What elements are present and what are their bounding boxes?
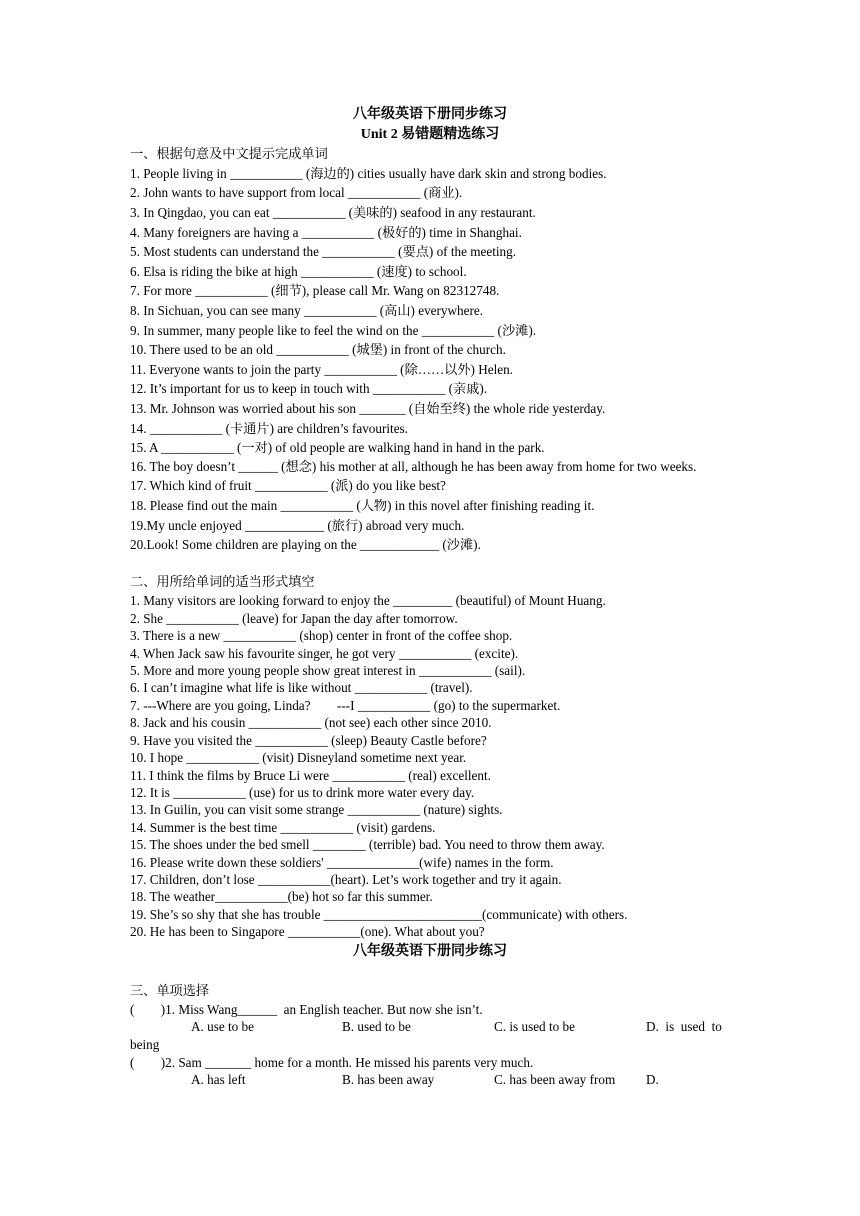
list-item: 18. Please find out the main ___________ (人物) in this novel after finishing reading it. [130,498,595,514]
list-item: 15. The shoes under the bed smell ________ (terrible) bad. You need to throw them away. [130,837,605,853]
list-item: 8. Jack and his cousin ___________ (not see) each other since 2010. [130,715,492,731]
list-item: 3. There is a new ___________ (shop) center in front of the coffee shop. [130,628,513,644]
option-d: D. is used to [646,1019,722,1035]
list-item: 16. Please write down these soldiers' ______________(wife) names in the form. [130,854,554,870]
list-item: 19.My uncle enjoyed ____________ (旅行) abroad very much. [130,517,465,533]
list-item: 2. John wants to have support from local ___________ (商业). [130,185,463,201]
list-item: 1. People living in ___________ (海边的) cities usually have dark skin and strong bodies. [130,165,607,181]
list-item: 20. He has been to Singapore ___________(one). What about you? [130,924,485,940]
list-item: 10. There used to be an old ___________ (城堡) in front of the church. [130,342,506,358]
list-item: 1. Many visitors are looking forward to enjoy the _________ (beautiful) of Mount Huang. [130,593,606,609]
list-item: 2. She ___________ (leave) for Japan the day after tomorrow. [130,610,458,626]
option-a: A. use to be [191,1019,254,1035]
list-item: 9. In summer, many people like to feel the wind on the ___________ (沙滩). [130,322,537,338]
list-item: 6. I can’t imagine what life is like without ___________ (travel). [130,680,473,696]
list-item: 13. In Guilin, you can visit some strange ___________ (nature) sights. [130,802,503,818]
list-item: 17. Children, don’t lose ___________(heart). Let’s work together and try it again. [130,871,562,887]
section-1-heading: 一、根据句意及中文提示完成单词 [130,146,328,162]
list-item: 4. Many foreigners are having a ___________ (极好的) time in Shanghai. [130,224,522,240]
worksheet-page [130,105,730,1089]
list-item: 15. A ___________ (一对) of old people are walking hand in hand in the park. [130,440,545,456]
option-c: C. has been away from [494,1072,616,1088]
page-title-repeat: 八年级英语下册同步练习 [353,943,507,959]
question-1-options [130,1018,730,1036]
list-item: 13. Mr. Johnson was worried about his son _______ (自始至终) the whole ride yesterday. [130,400,606,416]
option-d: D. [646,1072,659,1088]
question-1-stem: ( )1. Miss Wang______ an English teacher. But now she isn’t. [130,1001,483,1017]
list-item: 5. More and more young people show great interest in ___________ (sail). [130,663,526,679]
question-2-options [130,1071,730,1089]
page-title: 八年级英语下册同步练习 [353,107,507,122]
list-item: 17. Which kind of fruit ___________ (派) do you like best? [130,478,446,494]
list-item: 11. I think the films by Bruce Li were ___________ (real) excellent. [130,767,491,783]
list-item: 14. ___________ (卡通片) are children’s favourites. [130,420,408,436]
section-2 [130,572,730,941]
list-item: 20.Look! Some children are playing on the ____________ (沙滩). [130,537,481,553]
unit-subtitle: Unit 2 易错题精选练习 [360,126,500,142]
section-1 [130,144,730,555]
list-item: 11. Everyone wants to join the party ___________ (除……以外) Helen. [130,361,513,377]
list-item: 12. It is ___________ (use) for us to drink more water every day. [130,784,475,800]
option-c: C. is used to be [494,1019,575,1035]
list-item: 16. The boy doesn’t ______ (想念) his mother at all, although he has been away from home for two weeks. [130,458,697,474]
list-item: 19. She’s so shy that she has trouble ________________________(communicate) with others. [130,906,628,922]
section-2-heading: 二、用所给单词的适当形式填空 [130,573,315,589]
list-item: 12. It’s important for us to keep in touch with ___________ (亲戚). [130,381,488,397]
spacer [130,555,730,572]
question-2-stem: ( )2. Sam _______ home for a month. He missed his parents very much. [130,1054,534,1070]
list-item: 18. The weather___________(be) hot so far this summer. [130,889,433,905]
option-d-wrap: being [130,1036,160,1052]
section-3-heading: 三、单项选择 [130,983,210,999]
list-item: 6. Elsa is riding the bike at high ___________ (速度) to school. [130,263,467,279]
list-item: 9. Have you visited the ___________ (sleep) Beauty Castle before? [130,732,487,748]
option-b: B. has been away [342,1072,435,1088]
option-b: B. used to be [342,1019,411,1035]
list-item: 4. When Jack saw his favourite singer, he got very ___________ (excite). [130,645,519,661]
list-item: 7. For more ___________ (细节), please call Mr. Wang on 82312748. [130,283,500,299]
spacer [130,961,730,981]
list-item: 3. In Qingdao, you can eat ___________ (美味的) seafood in any restaurant. [130,204,536,220]
list-item: 7. ---Where are you going, Linda? ---I ___________ (go) to the supermarket. [130,697,561,713]
option-a: A. has left [191,1072,246,1088]
section-3 [130,981,730,1089]
list-item: 10. I hope ___________ (visit) Disneyland sometime next year. [130,750,467,766]
list-item: 5. Most students can understand the ___________ (要点) of the meeting. [130,244,517,260]
list-item: 8. In Sichuan, you can see many ___________ (高山) everywhere. [130,302,484,318]
list-item: 14. Summer is the best time ___________ (visit) gardens. [130,819,436,835]
